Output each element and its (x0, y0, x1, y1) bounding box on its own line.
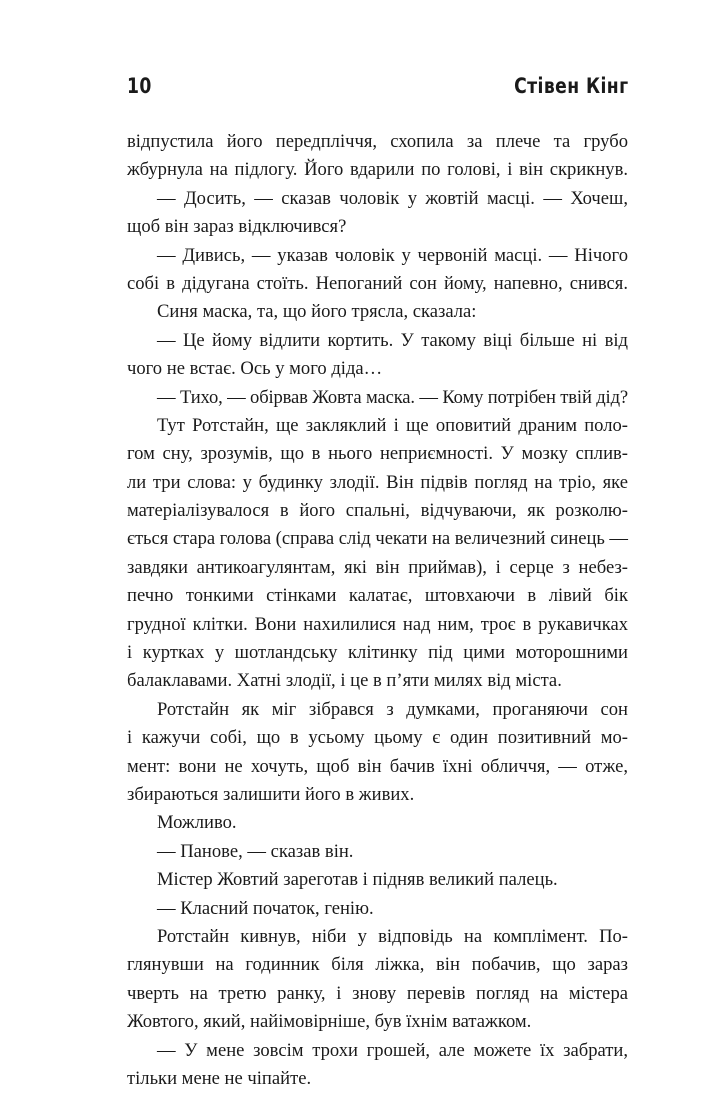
text-line: Жовтого, який, найімовірніше, був їхнім ватажком. (127, 1011, 532, 1033)
text-line: Можливо. (157, 812, 237, 834)
text-line: — Тихо, — обірвав Жовта маска. — Кому потрібен твій дід? (157, 386, 628, 408)
text-line: завдяки антикоагулянтам, які він приймав), і серце з небез- (127, 556, 628, 578)
text-line: Синя маска, та, що його трясла, сказала: (157, 301, 477, 323)
text-line: — У мене зовсім трохи грошей, але можете їх забрати, (157, 1039, 628, 1061)
body-text (127, 128, 628, 1093)
text-line: відпустила його передпліччя, схопила за плече та грубо (127, 131, 628, 152)
text-line: Тут Ротстайн, ще закляклий і ще оповитий драним поло- (157, 414, 628, 436)
text-line: ється стара голова (справа слід чекати на величезний синець — (127, 528, 628, 550)
text-line: збираються залишити його в живих. (127, 783, 415, 805)
text-line: і куртках у шотландську клітинку під цими моторошними (127, 642, 628, 664)
text-line: — Панове, — сказав він. (157, 840, 354, 862)
text-line: тільки мене не чіпайте. (127, 1067, 312, 1089)
text-line: матеріалізувалося в його спальні, відчуваючи, як розколю- (127, 500, 628, 522)
text-line: мент: вони не хочуть, щоб він бачив їхні обличчя, — отже, (127, 755, 628, 777)
text-line: — Дивись, — указав чоловік у червоній масці. — Нічого (157, 244, 628, 266)
text-line: чого не встає. Ось у мого діда… (127, 358, 383, 380)
text-line: собі в дідугана стоїть. Непоганий сон йому, напевно, снився. (127, 272, 628, 294)
text-line: щоб він зараз відключився? (127, 216, 347, 238)
page-number: 10 (127, 74, 152, 98)
text-line: Містер Жовтий зареготав і підняв великий палець. (157, 869, 558, 891)
text-line: чверть на третю ранку, і знову перевів погляд на містера (127, 982, 628, 1004)
running-head-author: Стівен Кінг (513, 74, 628, 98)
text-line: Ротстайн кивнув, ніби у відповідь на комплімент. По- (157, 925, 628, 947)
text-line: і кажучи собі, що в усьому цьому є один позитивний мо- (127, 727, 628, 749)
page-header (127, 74, 628, 104)
text-line: гом сну, зрозумів, що в нього неприємності. У мозку сплив- (127, 443, 628, 465)
text-line: балаклавами. Хатні злодії, і це в п’яти милях від міста. (127, 670, 562, 692)
text-line: — Класний початок, генію. (157, 897, 374, 919)
text-line: жбурнула на підлогу. Його вдарили по голові, і він скрикнув. (127, 159, 628, 181)
text-line: Ротстайн як міг зібрався з думками, проганяючи сон (157, 698, 628, 720)
text-line: ли три слова: у будинку злодії. Він підвів погляд на тріо, яке (127, 471, 628, 493)
text-line: печно тонкими стінками калатає, штовхаючи в лівий бік (127, 585, 628, 607)
text-line: глянувши на годинник біля ліжка, він побачив, що зараз (127, 954, 628, 976)
text-line: — Досить, — сказав чоловік у жовтій масці. — Хочеш, (157, 187, 628, 209)
text-line: — Це йому відлити кортить. У такому віці більше ні від (157, 329, 628, 351)
text-line: грудної клітки. Вони нахилилися над ним, троє в рукавичках (127, 613, 628, 635)
